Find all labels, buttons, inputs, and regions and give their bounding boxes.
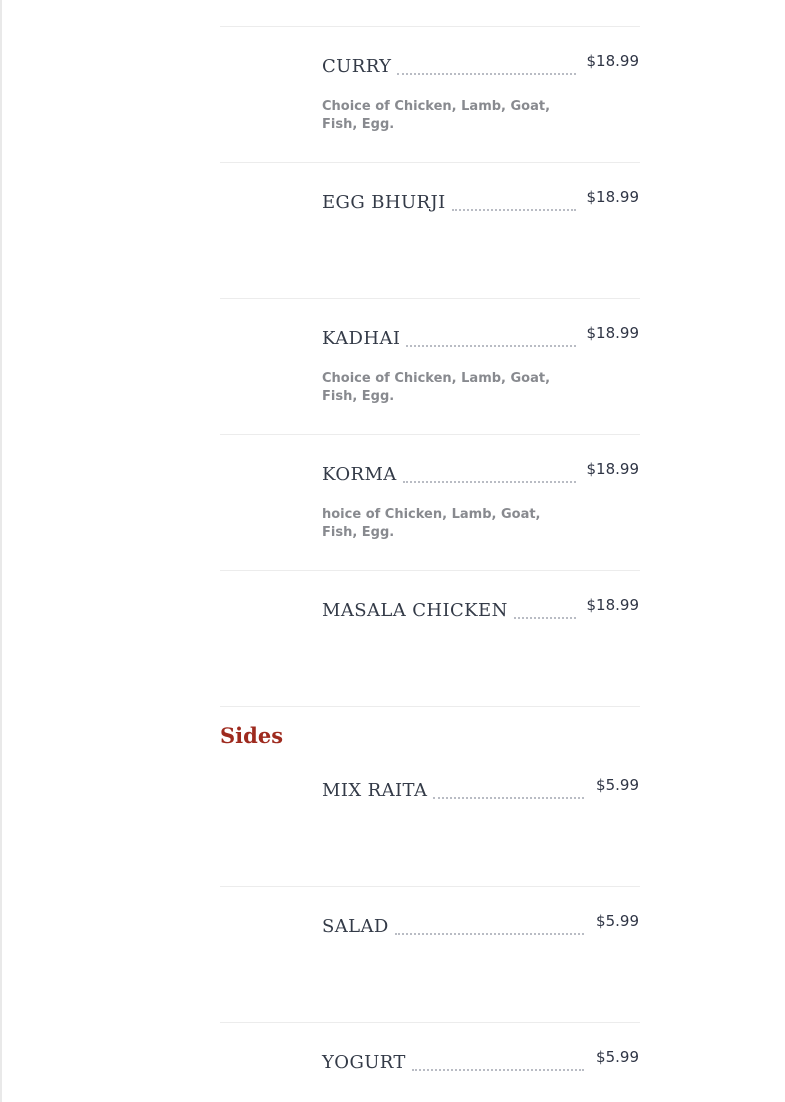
- dotted-leader: [403, 480, 576, 483]
- menu-item-price: $18.99: [586, 188, 639, 206]
- section-title-sides: Sides: [220, 723, 284, 748]
- menu-item-name: MIX RAITA: [322, 780, 428, 801]
- menu-item-price: $18.99: [586, 596, 639, 614]
- menu-item-price: $5.99: [596, 776, 639, 794]
- menu-item-name-row: [322, 592, 582, 622]
- menu-item-korma[interactable]: [322, 456, 639, 496]
- menu-item-name-row: [322, 908, 590, 938]
- menu-item-name: SALAD: [322, 916, 389, 937]
- menu-item-name: YOGURT: [322, 1052, 406, 1073]
- menu-item-name-row: [322, 772, 590, 802]
- menu-item-mix-raita[interactable]: [322, 772, 639, 812]
- menu-item-price: $18.99: [586, 324, 639, 342]
- menu-item-name-row: [322, 320, 582, 350]
- menu-item-name: KORMA: [322, 464, 397, 485]
- menu-item-name: MASALA CHICKEN: [322, 600, 508, 621]
- menu-item-salad[interactable]: [322, 908, 639, 948]
- menu-item-description: Choice of Chicken, Lamb, Goat, Fish, Egg.: [322, 99, 551, 132]
- menu-item-name: CURRY: [322, 56, 392, 77]
- dotted-leader: [397, 72, 576, 75]
- menu-item-description: Choice of Chicken, Lamb, Goat, Fish, Egg.: [322, 371, 551, 404]
- dotted-leader: [395, 932, 584, 935]
- menu-divider: [220, 298, 640, 299]
- menu-divider: [220, 162, 640, 163]
- menu-item-curry[interactable]: [322, 48, 639, 88]
- menu-item-name-row: [322, 48, 582, 78]
- menu-item-name-row: [322, 456, 582, 486]
- dotted-leader: [406, 344, 576, 347]
- menu-divider: [220, 886, 640, 887]
- menu-item-name-row: [322, 1044, 590, 1074]
- dotted-leader: [514, 616, 576, 619]
- menu-item-price: $5.99: [596, 912, 639, 930]
- menu-divider: [220, 1022, 640, 1023]
- menu-item-yogurt[interactable]: [322, 1044, 639, 1084]
- menu-item-name: KADHAI: [322, 328, 401, 349]
- menu-item-masala-chicken[interactable]: [322, 592, 639, 632]
- menu-item-name: EGG BHURJI: [322, 192, 446, 213]
- menu-item-price: $18.99: [586, 460, 639, 478]
- dotted-leader: [433, 796, 584, 799]
- menu-item-name-row: [322, 184, 582, 214]
- menu-item-egg-bhurji[interactable]: [322, 184, 639, 224]
- dotted-leader: [412, 1068, 584, 1071]
- page-left-border: [0, 0, 2, 1102]
- dotted-leader: [452, 208, 576, 211]
- menu-item-kadhai[interactable]: [322, 320, 639, 360]
- menu-item-price: $18.99: [586, 52, 639, 70]
- menu-divider: [220, 26, 640, 27]
- menu-divider: [220, 434, 640, 435]
- menu-item-description: hoice of Chicken, Lamb, Goat, Fish, Egg.: [322, 507, 541, 540]
- menu-divider: [220, 706, 640, 707]
- menu-divider: [220, 570, 640, 571]
- menu-item-price: $5.99: [596, 1048, 639, 1066]
